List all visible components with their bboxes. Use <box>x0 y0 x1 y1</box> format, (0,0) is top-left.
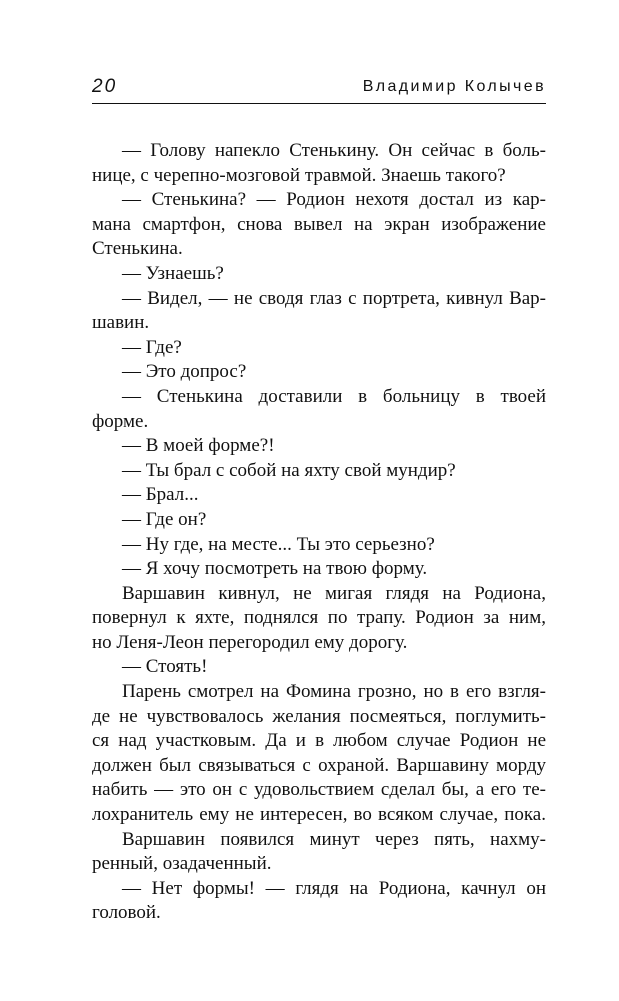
text-line-content: мана смартфон, снова вывел на экран изображение <box>92 213 546 235</box>
text-line-content: — Стенькина доставили в больницу в твоей <box>122 385 546 407</box>
text-line-content: — Стоять! <box>122 656 208 678</box>
text-line-content: Варшавин кивнул, не мигая глядя на Родиона, <box>122 582 546 604</box>
text-line-content: де не чувствовалось желания посмеяться, поглумить- <box>92 705 546 727</box>
text-line <box>92 705 546 730</box>
text-line-content: — Видел, — не сводя глаз с портрета, кивнул Вар- <box>122 287 546 309</box>
text-line-content: Стенькина. <box>92 238 183 260</box>
text-line-content: — Где? <box>122 336 182 358</box>
text-line <box>92 877 546 902</box>
text-line-content: — Нет формы! — глядя на Родиона, качнул он <box>122 877 546 899</box>
text-line-content: Варшавин появился минут через пять, нахму- <box>122 828 546 850</box>
text-line <box>92 655 546 680</box>
text-line <box>92 139 546 164</box>
text-line-content: — Где он? <box>122 508 207 530</box>
text-line-content: — Стенькина? — Родион нехотя достал из кар- <box>122 189 546 211</box>
running-head <box>92 74 546 100</box>
text-line-content: — Я хочу посмотреть на твою форму. <box>122 558 428 580</box>
text-line <box>92 360 546 385</box>
header-rule <box>92 103 546 104</box>
text-line <box>92 410 546 435</box>
text-line-content: головой. <box>92 902 161 924</box>
text-line-content: шавин. <box>92 312 150 334</box>
text-line <box>92 237 546 262</box>
text-line <box>92 606 546 631</box>
text-line-content: Парень смотрел на Фомина грозно, но в его взгля- <box>122 681 546 703</box>
text-line <box>92 582 546 607</box>
text-line <box>92 557 546 582</box>
text-line-content: нице, с черепно-мозговой травмой. Знаешь такого? <box>92 164 506 186</box>
text-line <box>92 778 546 803</box>
text-line-content: — Узнаешь? <box>122 262 224 284</box>
text-line-content: повернул к яхте, поднялся по трапу. Родион за ним, <box>92 607 546 629</box>
text-line-content: лохранитель ему не интересен, во всяком случае, пока. <box>92 804 546 826</box>
text-line <box>92 434 546 459</box>
text-line-content: набить — это он с удовольствием сделал бы, а его те- <box>92 779 546 801</box>
text-line-content: форме. <box>92 410 149 432</box>
text-line <box>92 680 546 705</box>
text-line-content: — Это допрос? <box>122 361 247 383</box>
text-line <box>92 164 546 189</box>
text-line-content: — Голову напекло Стенькину. Он сейчас в боль- <box>122 140 546 161</box>
text-line <box>92 828 546 853</box>
text-line <box>92 508 546 533</box>
text-line <box>92 729 546 754</box>
text-line-content: — Ты брал с собой на яхту свой мундир? <box>122 459 456 481</box>
text-line <box>92 311 546 336</box>
text-line-content: ренный, озадаченный. <box>92 853 272 875</box>
text-line <box>92 213 546 238</box>
text-line <box>92 533 546 558</box>
text-line <box>92 188 546 213</box>
text-line-content: — Брал... <box>122 484 199 506</box>
text-line <box>92 262 546 287</box>
author-name: Владимир Колычев <box>362 78 546 95</box>
text-line <box>92 901 546 926</box>
page-number: 20 <box>92 76 118 97</box>
text-line-content: — Ну где, на месте... Ты это серьезно? <box>122 533 435 555</box>
text-line <box>92 287 546 312</box>
body-text <box>92 139 546 926</box>
text-line-content: но Леня-Леон перегородил ему дорогу. <box>92 631 408 653</box>
text-line <box>92 336 546 361</box>
text-line <box>92 631 546 656</box>
text-line-content: ся над участковым. Да и в любом случае Родион не <box>92 730 546 752</box>
text-line <box>92 754 546 779</box>
text-line-content: — В моей форме?! <box>122 435 275 457</box>
text-line <box>92 483 546 508</box>
text-line <box>92 385 546 410</box>
text-line <box>92 803 546 828</box>
text-line <box>92 459 546 484</box>
text-line-content: должен был связываться с охраной. Варшавину морду <box>92 754 546 776</box>
text-line <box>92 852 546 877</box>
